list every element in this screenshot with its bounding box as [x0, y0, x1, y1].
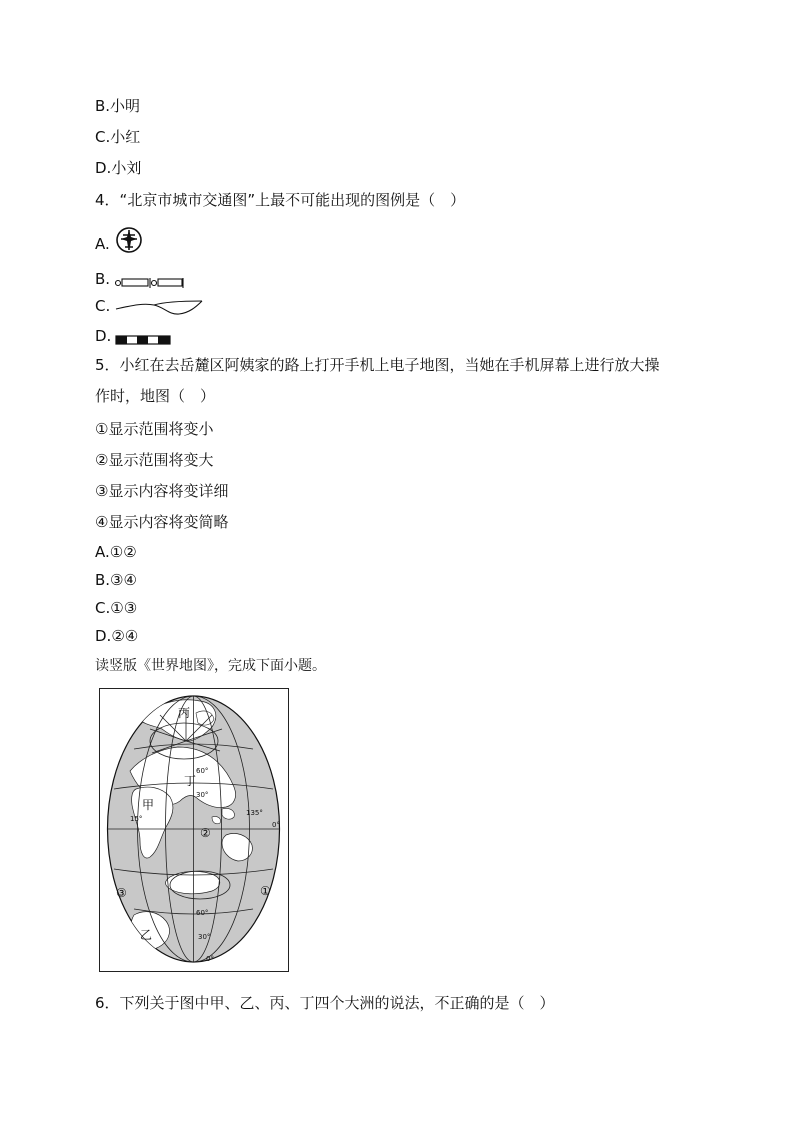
q5-option-a: A.①② — [95, 543, 137, 561]
q5-stem-line2: 作时，地图（ ） — [95, 387, 216, 405]
label-ocean-1: ① — [260, 884, 271, 898]
lat-label-n30: 30° — [196, 791, 209, 799]
q4-option-c — [95, 295, 204, 317]
label-bing: 丙 — [178, 706, 191, 720]
label-ocean-3: ③ — [116, 886, 127, 900]
q5-item-1: ①显示范围将变小 — [95, 420, 214, 438]
q5-option-b: B.③④ — [95, 571, 137, 589]
q6-stem: 6．下列关于图中甲、乙、丙、丁四个大洲的说法，不正确的是（ ） — [95, 994, 555, 1012]
q4-option-c-label: C. — [95, 297, 111, 315]
river-icon — [114, 297, 204, 317]
map-intro: 读竖版《世界地图》，完成下面小题。 — [95, 658, 326, 674]
lon-label-e135: 135° — [246, 809, 263, 817]
q4-option-a-label: A. — [95, 235, 110, 253]
label-ocean-2: ② — [200, 826, 211, 840]
world-map-svg — [100, 689, 287, 970]
airport-icon — [114, 225, 144, 255]
label-jia: 甲 — [142, 798, 155, 812]
railway-line-icon — [115, 333, 171, 347]
q5-item-2: ②显示范围将变大 — [95, 451, 214, 469]
railway-station-icon — [114, 276, 186, 290]
lat-label-s60: 60° — [196, 909, 209, 917]
q4-option-b-label: B. — [95, 270, 111, 288]
lon-label-w15: 15° — [130, 815, 143, 823]
q4-option-d — [95, 325, 171, 347]
label-ding: 丁 — [184, 774, 197, 788]
lat-label-eq: 0° — [206, 955, 214, 963]
q4-option-b — [95, 268, 186, 290]
lat-label-n60: 60° — [196, 767, 209, 775]
q5-item-3: ③显示内容将变详细 — [95, 482, 229, 500]
q3-option-d: D.小刘 — [95, 159, 142, 177]
q5-item-4: ④显示内容将变简略 — [95, 513, 229, 531]
q3-option-c: C.小红 — [95, 128, 141, 146]
q5-option-c: C.①③ — [95, 599, 138, 617]
q4-option-a — [95, 225, 144, 255]
lon-label-zero: 0° — [272, 821, 280, 829]
world-map-figure — [99, 688, 289, 972]
q4-stem: 4．“北京市城市交通图”上最不可能出现的图例是（ ） — [95, 191, 466, 209]
q5-option-d: D.②④ — [95, 627, 139, 645]
label-yi: 乙 — [140, 928, 153, 942]
q3-option-b: B.小明 — [95, 97, 141, 115]
q4-option-d-label: D. — [95, 327, 112, 345]
lat-label-s30: 30° — [198, 933, 211, 941]
q5-stem-line1: 5．小红在去岳麓区阿姨家的路上打开手机上电子地图，当她在手机屏幕上进行放大操 — [95, 356, 660, 374]
